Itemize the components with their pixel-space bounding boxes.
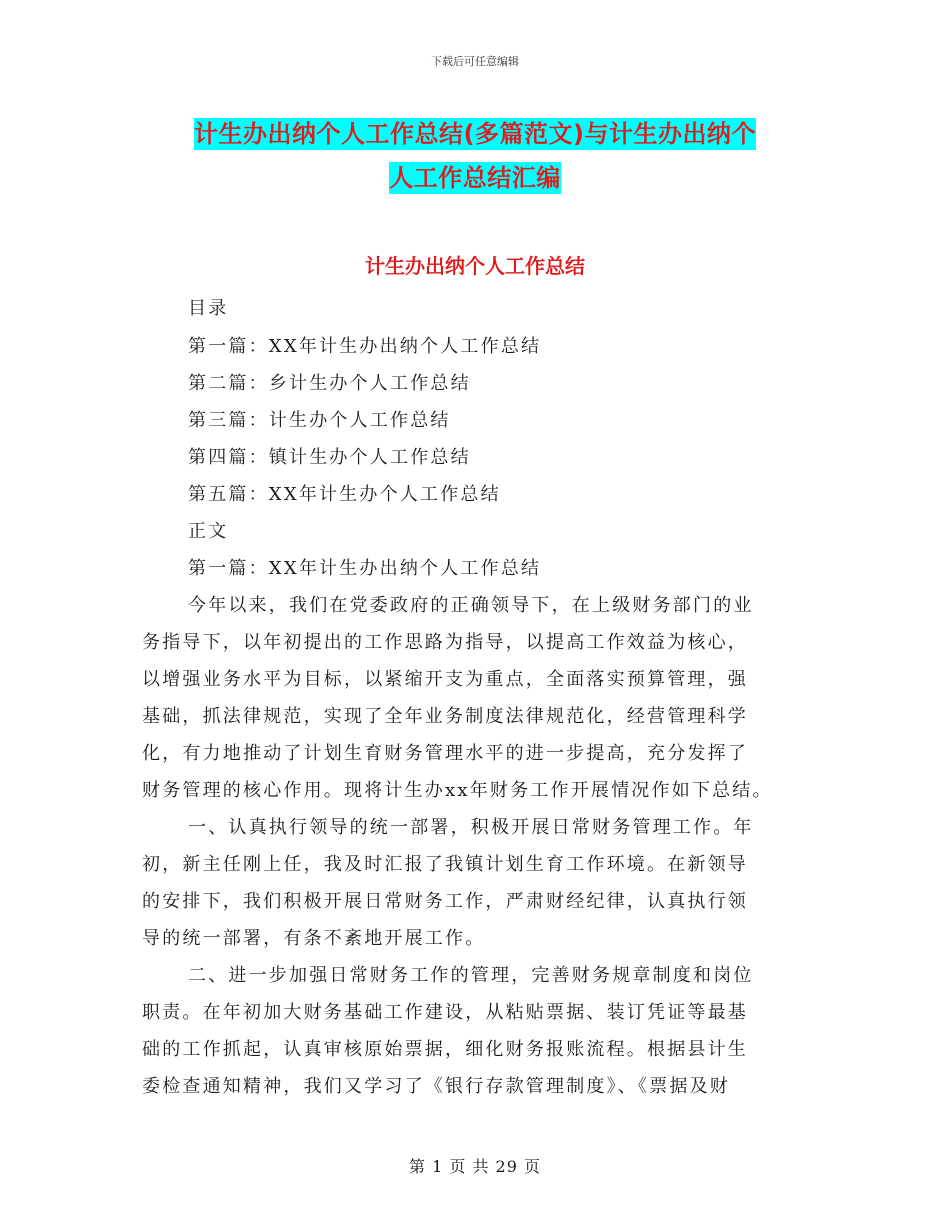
header-note: 下载后可任意编辑 [431, 55, 519, 68]
body-heading: 正文 [188, 521, 229, 542]
paragraph-line: 基础，抓法律规范，实现了全年业务制度法律规范化，经营管理科学 [142, 706, 748, 727]
document-title-line-2: 人工作总结汇编 [389, 164, 561, 192]
paragraph-line: 一、认真执行领导的统一部署，积极开展日常财务管理工作。年 [188, 817, 754, 838]
toc-heading: 目录 [188, 298, 229, 319]
paragraph-line: 今年以来，我们在党委政府的正确领导下，在上级财务部门的业 [188, 595, 754, 616]
toc-item: 第五篇：XX年计生办个人工作总结 [188, 484, 501, 505]
paragraph-line: 化，有力地推动了计划生育财务管理水平的进一步提高，充分发挥了 [142, 743, 748, 764]
paragraph-line: 础的工作抓起，认真审核原始票据，细化财务报账流程。根据县计生 [142, 1039, 748, 1060]
toc-item: 第四篇：镇计生办个人工作总结 [188, 447, 471, 468]
paragraph-line: 职责。在年初加大财务基础工作建设，从粘贴票据、装订凭证等最基 [142, 1002, 748, 1023]
paragraph-line: 财务管理的核心作用。现将计生办xx年财务工作开展情况作如下总结。 [142, 780, 773, 801]
page-footer: 第 1 页 共 29 页 [409, 1157, 541, 1176]
paragraph-line: 二、进一步加强日常财务工作的管理，完善财务规章制度和岗位 [188, 965, 754, 986]
paragraph-line: 务指导下，以年初提出的工作思路为指导，以提高工作效益为核心， [142, 632, 748, 653]
toc-item: 第二篇：乡计生办个人工作总结 [188, 373, 471, 394]
paragraph-line: 的安排下，我们积极开展日常财务工作，严肃财经纪律，认真执行领 [142, 891, 748, 912]
document-title-line-1: 计生办出纳个人工作总结(多篇范文)与计生办出纳个 [194, 120, 756, 148]
paragraph-line: 以增强业务水平为目标，以紧缩开支为重点，全面落实预算管理，强 [142, 669, 748, 690]
section-subtitle: 计生办出纳个人工作总结 [365, 254, 585, 278]
body-section-title: 第一篇：XX年计生办出纳个人工作总结 [188, 558, 542, 579]
toc-item: 第三篇：计生办个人工作总结 [188, 410, 451, 431]
toc-item: 第一篇：XX年计生办出纳个人工作总结 [188, 336, 542, 357]
paragraph-line: 初，新主任刚上任，我及时汇报了我镇计划生育工作环境。在新领导 [142, 854, 748, 875]
paragraph-line: 委检查通知精神，我们又学习了《银行存款管理制度》、《票据及财 [142, 1076, 730, 1097]
paragraph-line: 导的统一部署，有条不紊地开展工作。 [142, 928, 486, 949]
